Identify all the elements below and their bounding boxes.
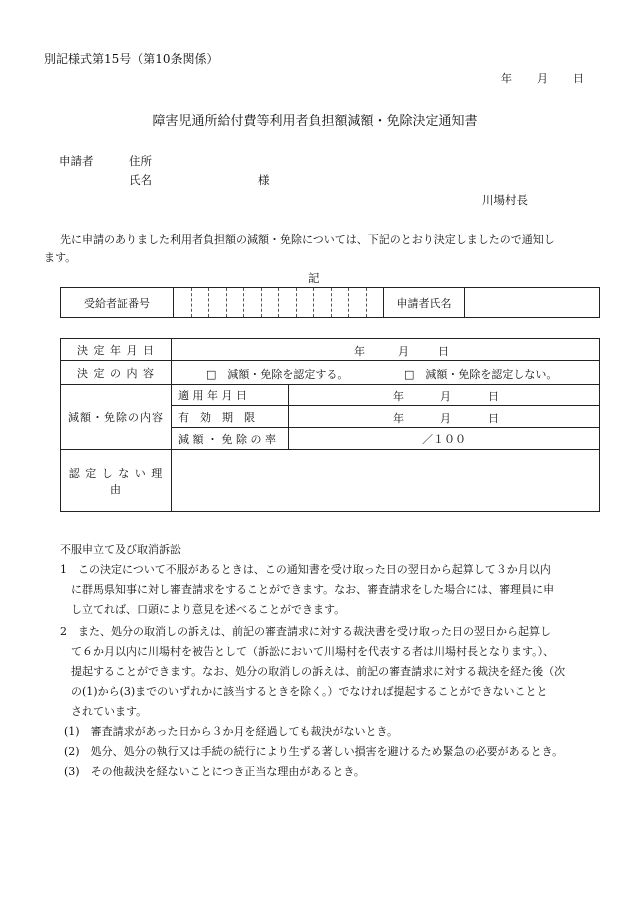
- issuer: 川場村長: [482, 193, 528, 207]
- intro-text-line-2: ます。: [44, 251, 77, 264]
- valid-year: 年: [393, 412, 404, 425]
- valid-period-field[interactable]: [289, 406, 600, 428]
- applicant-label: 申請者: [59, 154, 94, 168]
- appeal-item: (1) 審査請求があった日から３か月を経過しても裁決がないとき。: [64, 725, 399, 738]
- approve-checkbox[interactable]: □ 減額・免除を認定する。: [206, 368, 349, 381]
- valid-day: 日: [488, 412, 499, 425]
- applicant-name-field[interactable]: [465, 288, 600, 318]
- intro-text-line-1: 先に申請のありました利用者負担額の減額・免除については、下記のとおり決定しましたので通知し: [60, 233, 555, 246]
- decision-table: [60, 338, 600, 512]
- appeal-line: に群馬県知事に対し審査請求をすることができます。なお、審査請求をした場合には、審理員に申: [71, 583, 555, 596]
- recipient-number-digit[interactable]: [349, 288, 367, 318]
- rejection-reason-field[interactable]: [172, 450, 600, 512]
- appeal-line: されています。: [71, 705, 148, 718]
- recipient-number-digit[interactable]: [174, 288, 192, 318]
- appeal-item: (3) その他裁決を経ないことにつき正当な理由があるとき。: [64, 765, 365, 778]
- address-label: 住所: [129, 154, 152, 168]
- recipient-number-digit[interactable]: [209, 288, 227, 318]
- apply-date-label: 適 用 年 月 日: [172, 385, 289, 406]
- recipient-number-digit[interactable]: [296, 288, 314, 318]
- recipient-number-digit[interactable]: [226, 288, 244, 318]
- appeal-heading: 不服申立て及び取消訴訟: [60, 543, 181, 556]
- reject-checkbox[interactable]: □ 減額・免除を認定しない。: [404, 368, 558, 381]
- date-month-label: 月: [537, 72, 548, 85]
- decision-month: 月: [398, 345, 409, 358]
- recipient-number-digit[interactable]: [366, 288, 384, 318]
- applicant-name-label: 申請者氏名: [384, 288, 465, 318]
- appeal-line: 1 この決定について不服があるときは、この通知書を受け取った日の翌日から起算して３か月以内: [60, 563, 551, 576]
- recipient-number-label: 受給者証番号: [61, 288, 174, 318]
- rate-field[interactable]: ／１００: [289, 428, 600, 450]
- document-title: 障害児通所給付費等利用者負担額減額・免除決定通知書: [152, 114, 478, 129]
- appeal-line: て６か月以内に川場村を被告として（訴訟において川場村を代表する者は川場村長となります。）、: [71, 645, 555, 658]
- appeal-line: 2 また、処分の取消しの訴えは、前記の審査請求に対する裁決書を受け取った日の翌日から起算し: [60, 625, 551, 638]
- recipient-info-table: [60, 287, 600, 318]
- decision-date-field[interactable]: [172, 339, 600, 361]
- recipient-number-digit[interactable]: [244, 288, 262, 318]
- apply-month: 月: [440, 390, 451, 403]
- recipient-number-digit[interactable]: [261, 288, 279, 318]
- decision-day: 日: [438, 345, 449, 358]
- rejection-reason-label: 認 定 し な い 理 由: [61, 450, 172, 512]
- appeal-line: し立てれば、口頭により意見を述べることができます。: [71, 603, 346, 616]
- date-day-label: 日: [573, 72, 584, 85]
- decision-content-label: 決 定 の 内 容: [61, 361, 172, 385]
- appeal-line: 提起することができます。なお、処分の取消しの訴えは、前記の審査請求に対する裁決を経た後（次: [71, 665, 566, 678]
- recipient-number-digit[interactable]: [331, 288, 349, 318]
- ki-label: 記: [308, 271, 320, 285]
- date-year-label: 年: [501, 72, 512, 85]
- apply-year: 年: [393, 390, 404, 403]
- rate-label: 減 額 ・ 免 除 の 率: [172, 428, 289, 450]
- recipient-number-digit[interactable]: [279, 288, 297, 318]
- name-label: 氏名: [129, 173, 152, 187]
- decision-date-label: 決 定 年 月 日: [61, 339, 172, 361]
- reduction-content-label: 減額・免除の内容: [61, 385, 172, 450]
- decision-content-field: [172, 361, 600, 385]
- apply-date-field[interactable]: [289, 385, 600, 406]
- recipient-number-digit[interactable]: [314, 288, 332, 318]
- form-number: 別記様式第15号（第10条関係）: [44, 52, 219, 66]
- recipient-number-digit[interactable]: [191, 288, 209, 318]
- valid-month: 月: [440, 412, 451, 425]
- appeal-item: (2) 処分、処分の執行又は手続の続行により生ずる著しい損害を避けるため緊急の必要があるとき。: [64, 745, 564, 758]
- decision-year: 年: [354, 345, 365, 358]
- apply-day: 日: [488, 390, 499, 403]
- valid-period-label: 有 効 期 限: [172, 406, 289, 428]
- honorific: 様: [258, 173, 270, 187]
- appeal-line: の(1)から(3)までのいずれかに該当するときを除く。）でなければ提起することができないことと: [71, 685, 548, 698]
